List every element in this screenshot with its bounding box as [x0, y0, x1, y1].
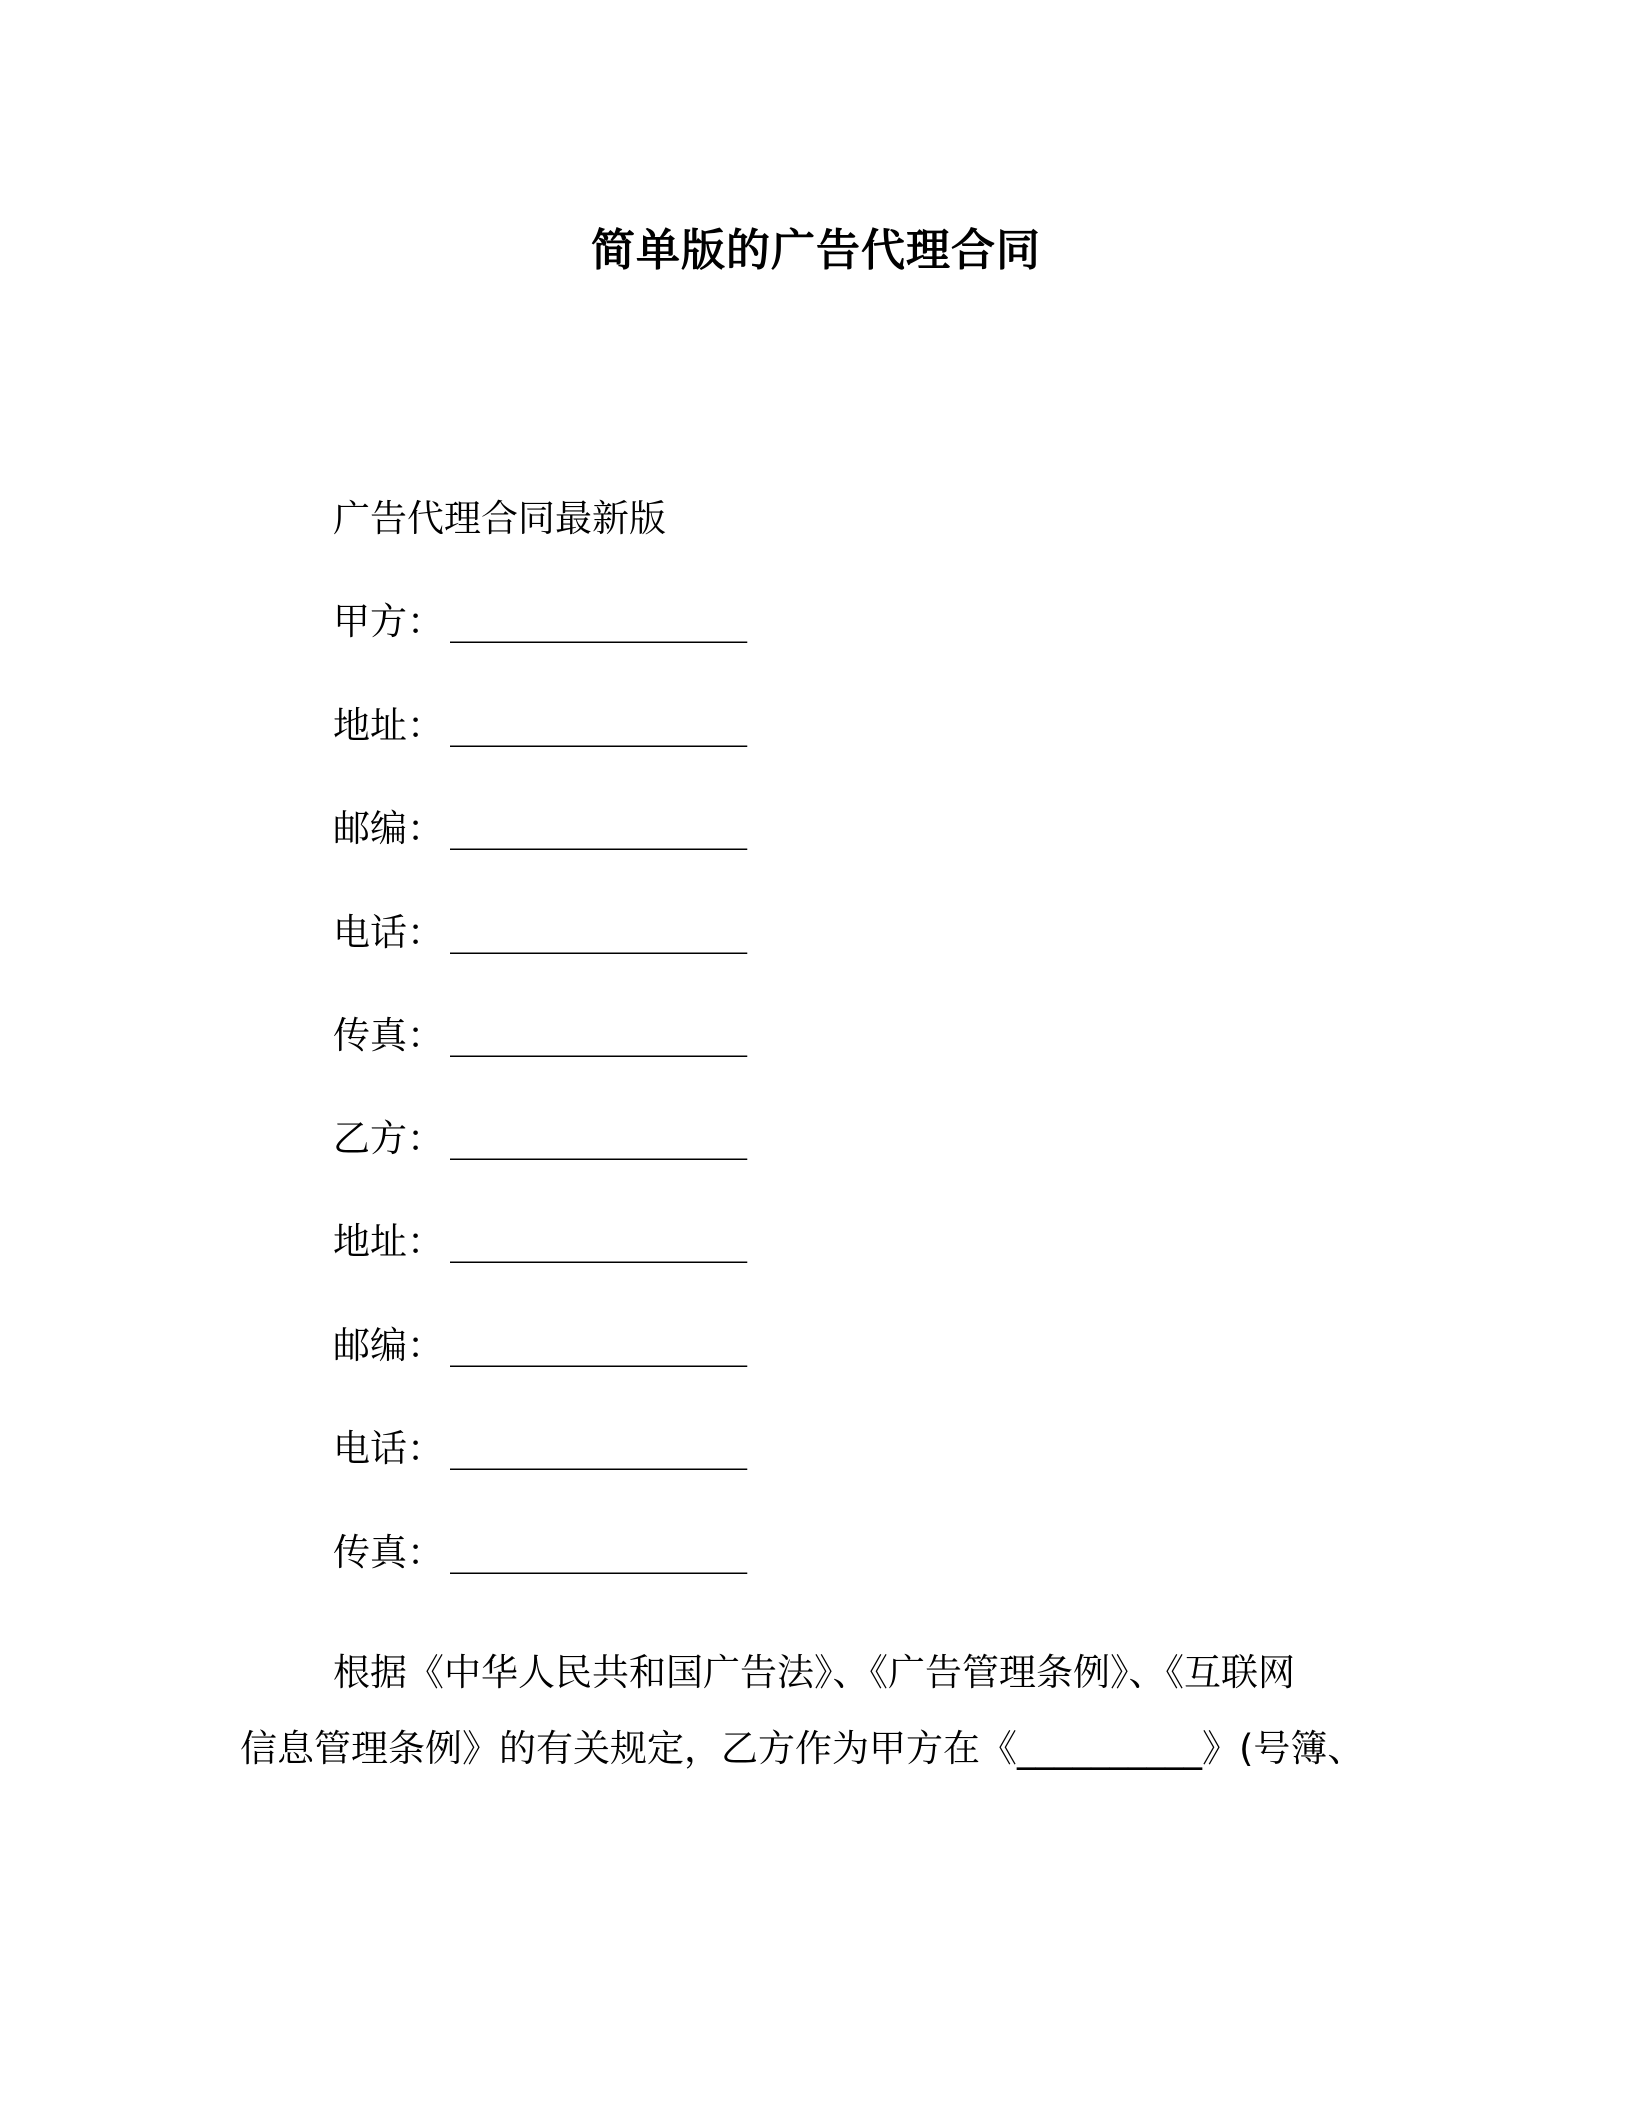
document-subtitle: 广告代理合同最新版 [333, 497, 666, 540]
field-blank-line: ____________________ [450, 1324, 740, 1367]
field-row-party-b-fax [333, 1528, 853, 1578]
body-paragraph [240, 1635, 1400, 1787]
field-blank-line: ____________________ [450, 1427, 740, 1470]
field-blank-line: ____________________ [450, 911, 740, 954]
field-blank-line: ____________________ [450, 807, 740, 850]
document-title: 简单版的广告代理合同 [591, 225, 1041, 276]
field-label: 电话： [333, 1427, 444, 1470]
field-label: 邮编： [333, 807, 444, 850]
field-label: 甲方： [333, 600, 444, 643]
field-label: 地址： [333, 704, 444, 747]
field-row-party-b-postcode [333, 1321, 853, 1371]
field-row-party-a [333, 597, 853, 647]
field-label: 传真： [333, 1014, 444, 1057]
field-row-party-b [333, 1114, 853, 1164]
field-row-party-a-postcode [333, 804, 853, 854]
paragraph-line: 根据《中华人民共和国广告法》、《广告管理条例》、《互联网 [333, 1651, 1295, 1694]
paragraph-line: 信息管理条例》的有关规定，乙方作为甲方在《__________》(号簿、 [240, 1727, 1365, 1770]
field-row-party-b-phone [333, 1424, 853, 1474]
field-blank-line: ____________________ [450, 1531, 740, 1574]
field-row-party-a-address [333, 701, 853, 751]
field-row-party-a-phone [333, 908, 853, 958]
field-label: 邮编： [333, 1324, 444, 1367]
field-blank-line: ____________________ [450, 600, 740, 643]
field-label: 地址： [333, 1220, 444, 1263]
field-row-party-b-address [333, 1217, 853, 1267]
field-label: 乙方： [333, 1117, 444, 1160]
field-label: 电话： [333, 911, 444, 954]
field-blank-line: ____________________ [450, 1014, 740, 1057]
field-blank-line: ____________________ [450, 1117, 740, 1160]
field-blank-line: ____________________ [450, 704, 740, 747]
field-label: 传真： [333, 1531, 444, 1574]
field-blank-line: ____________________ [450, 1220, 740, 1263]
field-row-party-a-fax [333, 1011, 853, 1061]
